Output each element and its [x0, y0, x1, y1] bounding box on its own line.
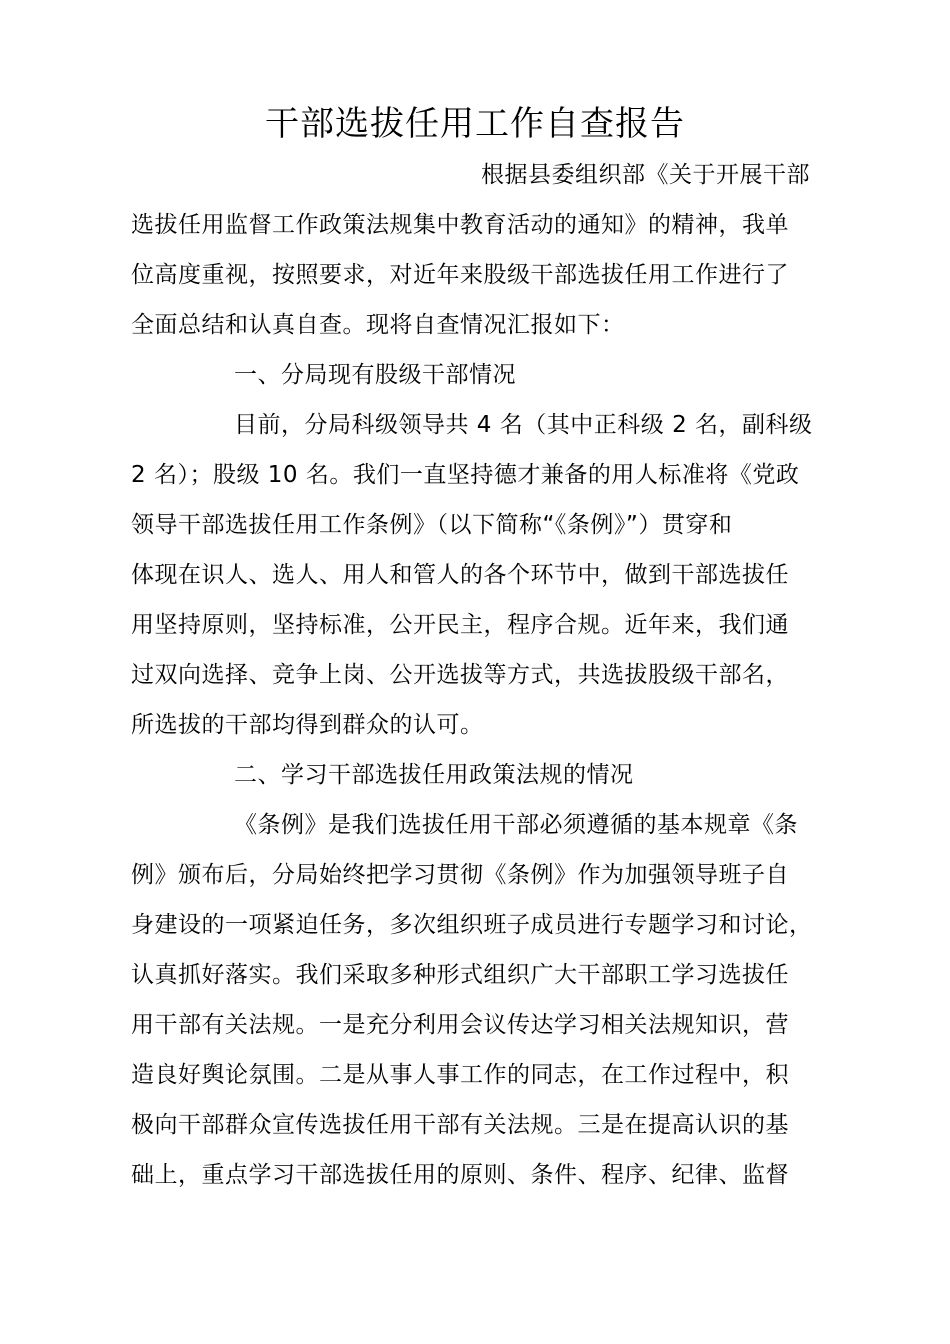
paragraph-line: 身建设的一项紧迫任务，多次组织班子成员进行专题学习和讨论， — [131, 912, 813, 938]
paragraph-line: 领导干部选拔任用工作条例》（以下简称“《条例》”）贯穿和 — [131, 512, 733, 538]
paragraph-line: 用坚持原则，坚持标准，公开民主，程序合规。近年来，我们通 — [131, 612, 789, 638]
paragraph-line: 根据县委组织部《关于开展干部 — [481, 162, 810, 188]
paragraph-line: 认真抓好落实。我们采取多种形式组织广大干部职工学习选拔任 — [131, 962, 789, 988]
paragraph-line: 例》颁布后，分局始终把学习贯彻《条例》作为加强领导班子自 — [131, 862, 789, 888]
paragraph-line: 造良好舆论氛围。二是从事人事工作的同志，在工作过程中，积 — [131, 1062, 789, 1088]
section-heading: 一、分局现有股级干部情况 — [234, 362, 516, 388]
paragraph-line: 体现在识人、选人、用人和管人的各个环节中，做到干部选拔任 — [131, 562, 789, 588]
paragraph-line: 位高度重视，按照要求，对近年来股级干部选拔任用工作进行了 — [131, 262, 789, 288]
paragraph-line: 础上，重点学习干部选拔任用的原则、条件、程序、纪律、监督 — [131, 1162, 789, 1188]
paragraph-line: 《条例》是我们选拔任用干部必须遵循的基本规章《条 — [234, 812, 798, 838]
section-heading: 二、学习干部选拔任用政策法规的情况 — [234, 762, 634, 788]
paragraph-line: 所选拔的干部均得到群众的认可。 — [131, 712, 484, 738]
paragraph-line: 目前，分局科级领导共 4 名（其中正科级 2 名，副科级 — [234, 412, 813, 438]
paragraph-line: 过双向选择、竞争上岗、公开选拔等方式，共选拔股级干部名， — [131, 662, 789, 688]
paragraph-line: 全面总结和认真自查。现将自查情况汇报如下： — [131, 312, 625, 338]
document-title: 干部选拔任用工作自查报告 — [265, 104, 685, 144]
paragraph-line: 选拔任用监督工作政策法规集中教育活动的通知》的精神，我单 — [131, 212, 789, 238]
paragraph-line: 用干部有关法规。一是充分利用会议传达学习相关法规知识，营 — [131, 1012, 789, 1038]
paragraph-line: 极向干部群众宣传选拔任用干部有关法规。三是在提高认识的基 — [131, 1112, 789, 1138]
paragraph-line: 2 名）；股级 10 名。我们一直坚持德才兼备的用人标准将《党政 — [131, 462, 800, 488]
